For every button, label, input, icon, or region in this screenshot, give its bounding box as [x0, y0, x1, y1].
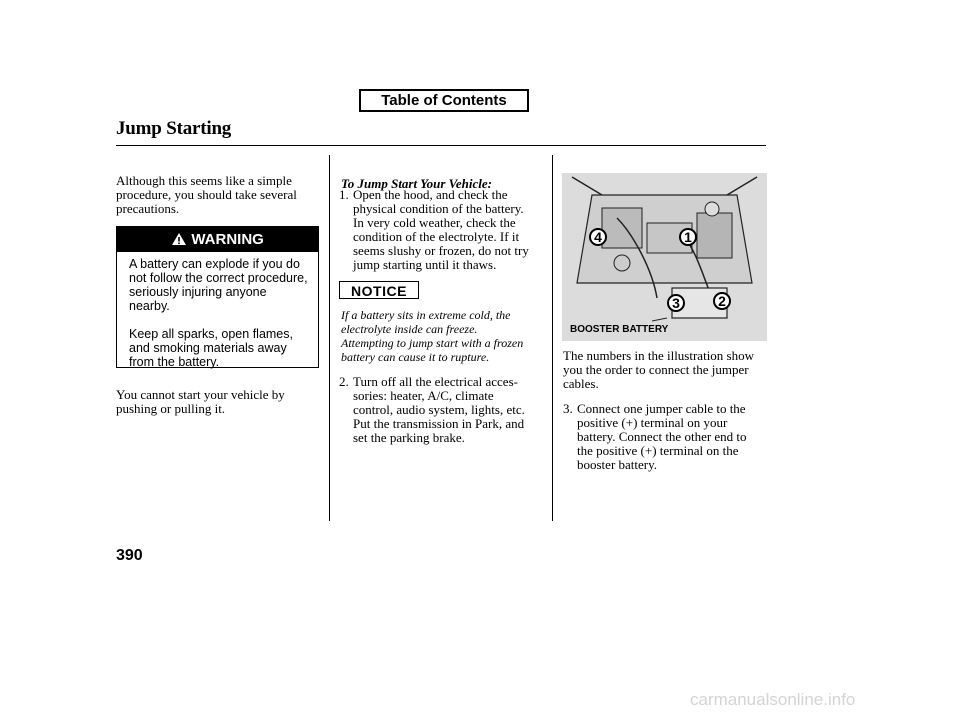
push-note: You cannot start your vehicle by pushing or pulling it.: [116, 387, 285, 416]
numbers-note: The numbers in the illustration show you the order to connect the jumper cables.: [563, 348, 755, 391]
page-number: 390: [116, 547, 143, 564]
section-title: Jump Starting: [116, 118, 232, 139]
callout-3: 3: [672, 295, 680, 311]
warning-text: A battery can explode if you do not follow the correct procedure, seriously injuring anyone nearby. Keep all sparks, open flames, and smoking materials away from the battery.: [129, 257, 308, 369]
step-3-number: 3.: [563, 401, 573, 416]
step-3-text: Connect one jumper cable to the positive (+) terminal on your battery. Connect the other end to the positive (+) terminal on the booster battery.: [577, 401, 747, 472]
table-of-contents-button[interactable]: Table of Contents: [359, 89, 529, 112]
warning-triangle-icon: [171, 232, 187, 246]
step-1-number: 1.: [339, 187, 349, 202]
step-1: [339, 188, 549, 272]
warning-box: [116, 226, 319, 368]
step-3: [563, 402, 773, 474]
column-divider-right: [552, 155, 553, 521]
warning-header: [117, 227, 318, 252]
callout-4: 4: [594, 229, 602, 245]
callout-1: 1: [684, 229, 692, 245]
column-divider-left: [329, 155, 330, 521]
notice-label: NOTICE: [339, 281, 419, 299]
jump-start-subhead: To Jump Start Your Vehicle:: [341, 176, 492, 191]
step-2-number: 2.: [339, 374, 349, 389]
booster-battery-label: BOOSTER BATTERY: [570, 324, 669, 335]
engine-bay-drawing: [562, 173, 767, 341]
step-1-text: Open the hood, and check the physical condition of the battery. In very cold weather, check the condition of the electrolyte. If it seems slushy or frozen, do not try jump starting until it thaws.: [353, 187, 529, 272]
intro-paragraph: Although this seems like a simple procedure, you should take several precautions.: [116, 173, 297, 216]
engine-bay-illustration: [562, 173, 767, 341]
watermark: carmanualsonline.info: [690, 690, 856, 709]
warning-header-label: WARNING: [191, 231, 264, 248]
step-2-text: Turn off all the electrical acces- sories: heater, A/C, climate control, audio system, lights, etc. Put the transmission in Park, and set the parking brake.: [353, 374, 525, 445]
notice-text: If a battery sits in extreme cold, the electrolyte inside can freeze. Attempting to jump start with a frozen battery can cause it to rupture.: [341, 308, 524, 364]
header-rule: [116, 145, 766, 146]
callout-2: 2: [718, 293, 726, 309]
step-2: [339, 375, 551, 447]
